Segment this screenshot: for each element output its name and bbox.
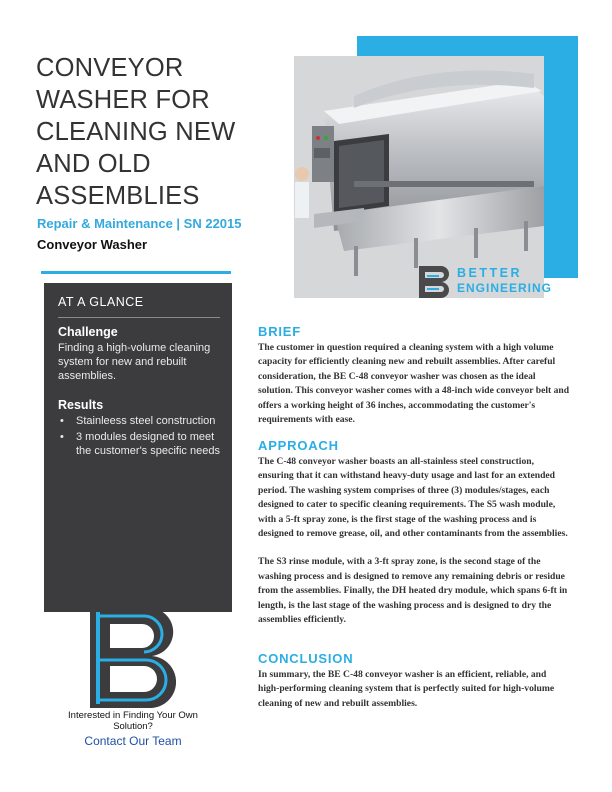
list-item: • 3 modules designed to meet the customer's specific needs	[58, 430, 226, 458]
logo-name-line1: BETTER	[457, 266, 522, 280]
list-item: • Stainleess steel construction	[58, 414, 226, 428]
better-engineering-big-logo	[90, 608, 176, 708]
conclusion-text: In summary, the BE C-48 conveyor washer is an efficient, reliable, and high-performing cleaning system that is perfectly suited for high-volume cleaning of new and rebuilt assemblies.	[258, 669, 555, 709]
case-subtitle: Repair & Maintenance | SN 22015	[37, 216, 242, 231]
brief-heading: BRIEF	[258, 324, 301, 339]
cta-text: Interested in Finding Your Own Solution?	[68, 710, 198, 732]
challenge-text: Finding a high-volume cleaning system for new and rebuilt assemblies.	[58, 342, 211, 382]
product-name: Conveyor Washer	[37, 237, 148, 252]
challenge-heading: Challenge	[58, 325, 118, 339]
approach-section	[258, 438, 570, 627]
approach-heading: APPROACH	[258, 438, 339, 453]
results-list	[58, 414, 226, 460]
glance-divider	[58, 317, 220, 318]
brief-text: The customer in question required a cleaning system with a high volume capacity for efficiently cleaning new and rebuilt assemblies. After careful consideration, the BE C-48 conveyor washer was chosen as the ideal solution. This conveyor washer comes with a 48-inch wide conveyor belt and offers a working height of 36 inches, accommodating the customer's requirements with ease.	[258, 342, 570, 426]
better-engineering-logo	[419, 266, 553, 298]
contact-our-team-link[interactable]: Contact Our Team	[84, 734, 182, 748]
results-heading: Results	[58, 398, 104, 412]
glance-heading: AT A GLANCE	[58, 295, 144, 309]
conclusion-section	[258, 651, 570, 711]
at-a-glance-panel	[44, 283, 232, 612]
logo-name-line2: ENGINEERING	[457, 281, 553, 295]
logo-b-icon	[419, 266, 453, 298]
approach-text-1: The C-48 conveyor washer boasts an all-stainless steel construction, ensuring that it can withstand heavy-duty usage and last for an extended period. The washing system comprises of three (3) modules/stages, each designed to cater to specific cleaning requirements. The S5 wash module, with a 5-ft spray zone, is the first stage of the washing process and is designed to remove grease, oil, and other contaminants from the assemblies.	[258, 456, 568, 540]
divider-line	[41, 271, 231, 274]
page-title: CONVEYOR WASHER FOR CLEANING NEW AND OLD ASSEMBLIES	[36, 54, 236, 210]
brief-section	[258, 324, 570, 427]
logo-b-large-icon	[90, 608, 176, 708]
conveyor-washer-photo	[294, 56, 544, 298]
conclusion-heading: CONCLUSION	[258, 651, 354, 666]
approach-text-2: The S3 rinse module, with a 3-ft spray zone, is the second stage of the washing process and is designed to remove any remaining debris or residue from the assemblies. Finally, the DH heated dry module, which spans 6-ft in length, is the last stage of the washing process and is designed to dry the assemblies efficiently.	[258, 556, 568, 626]
